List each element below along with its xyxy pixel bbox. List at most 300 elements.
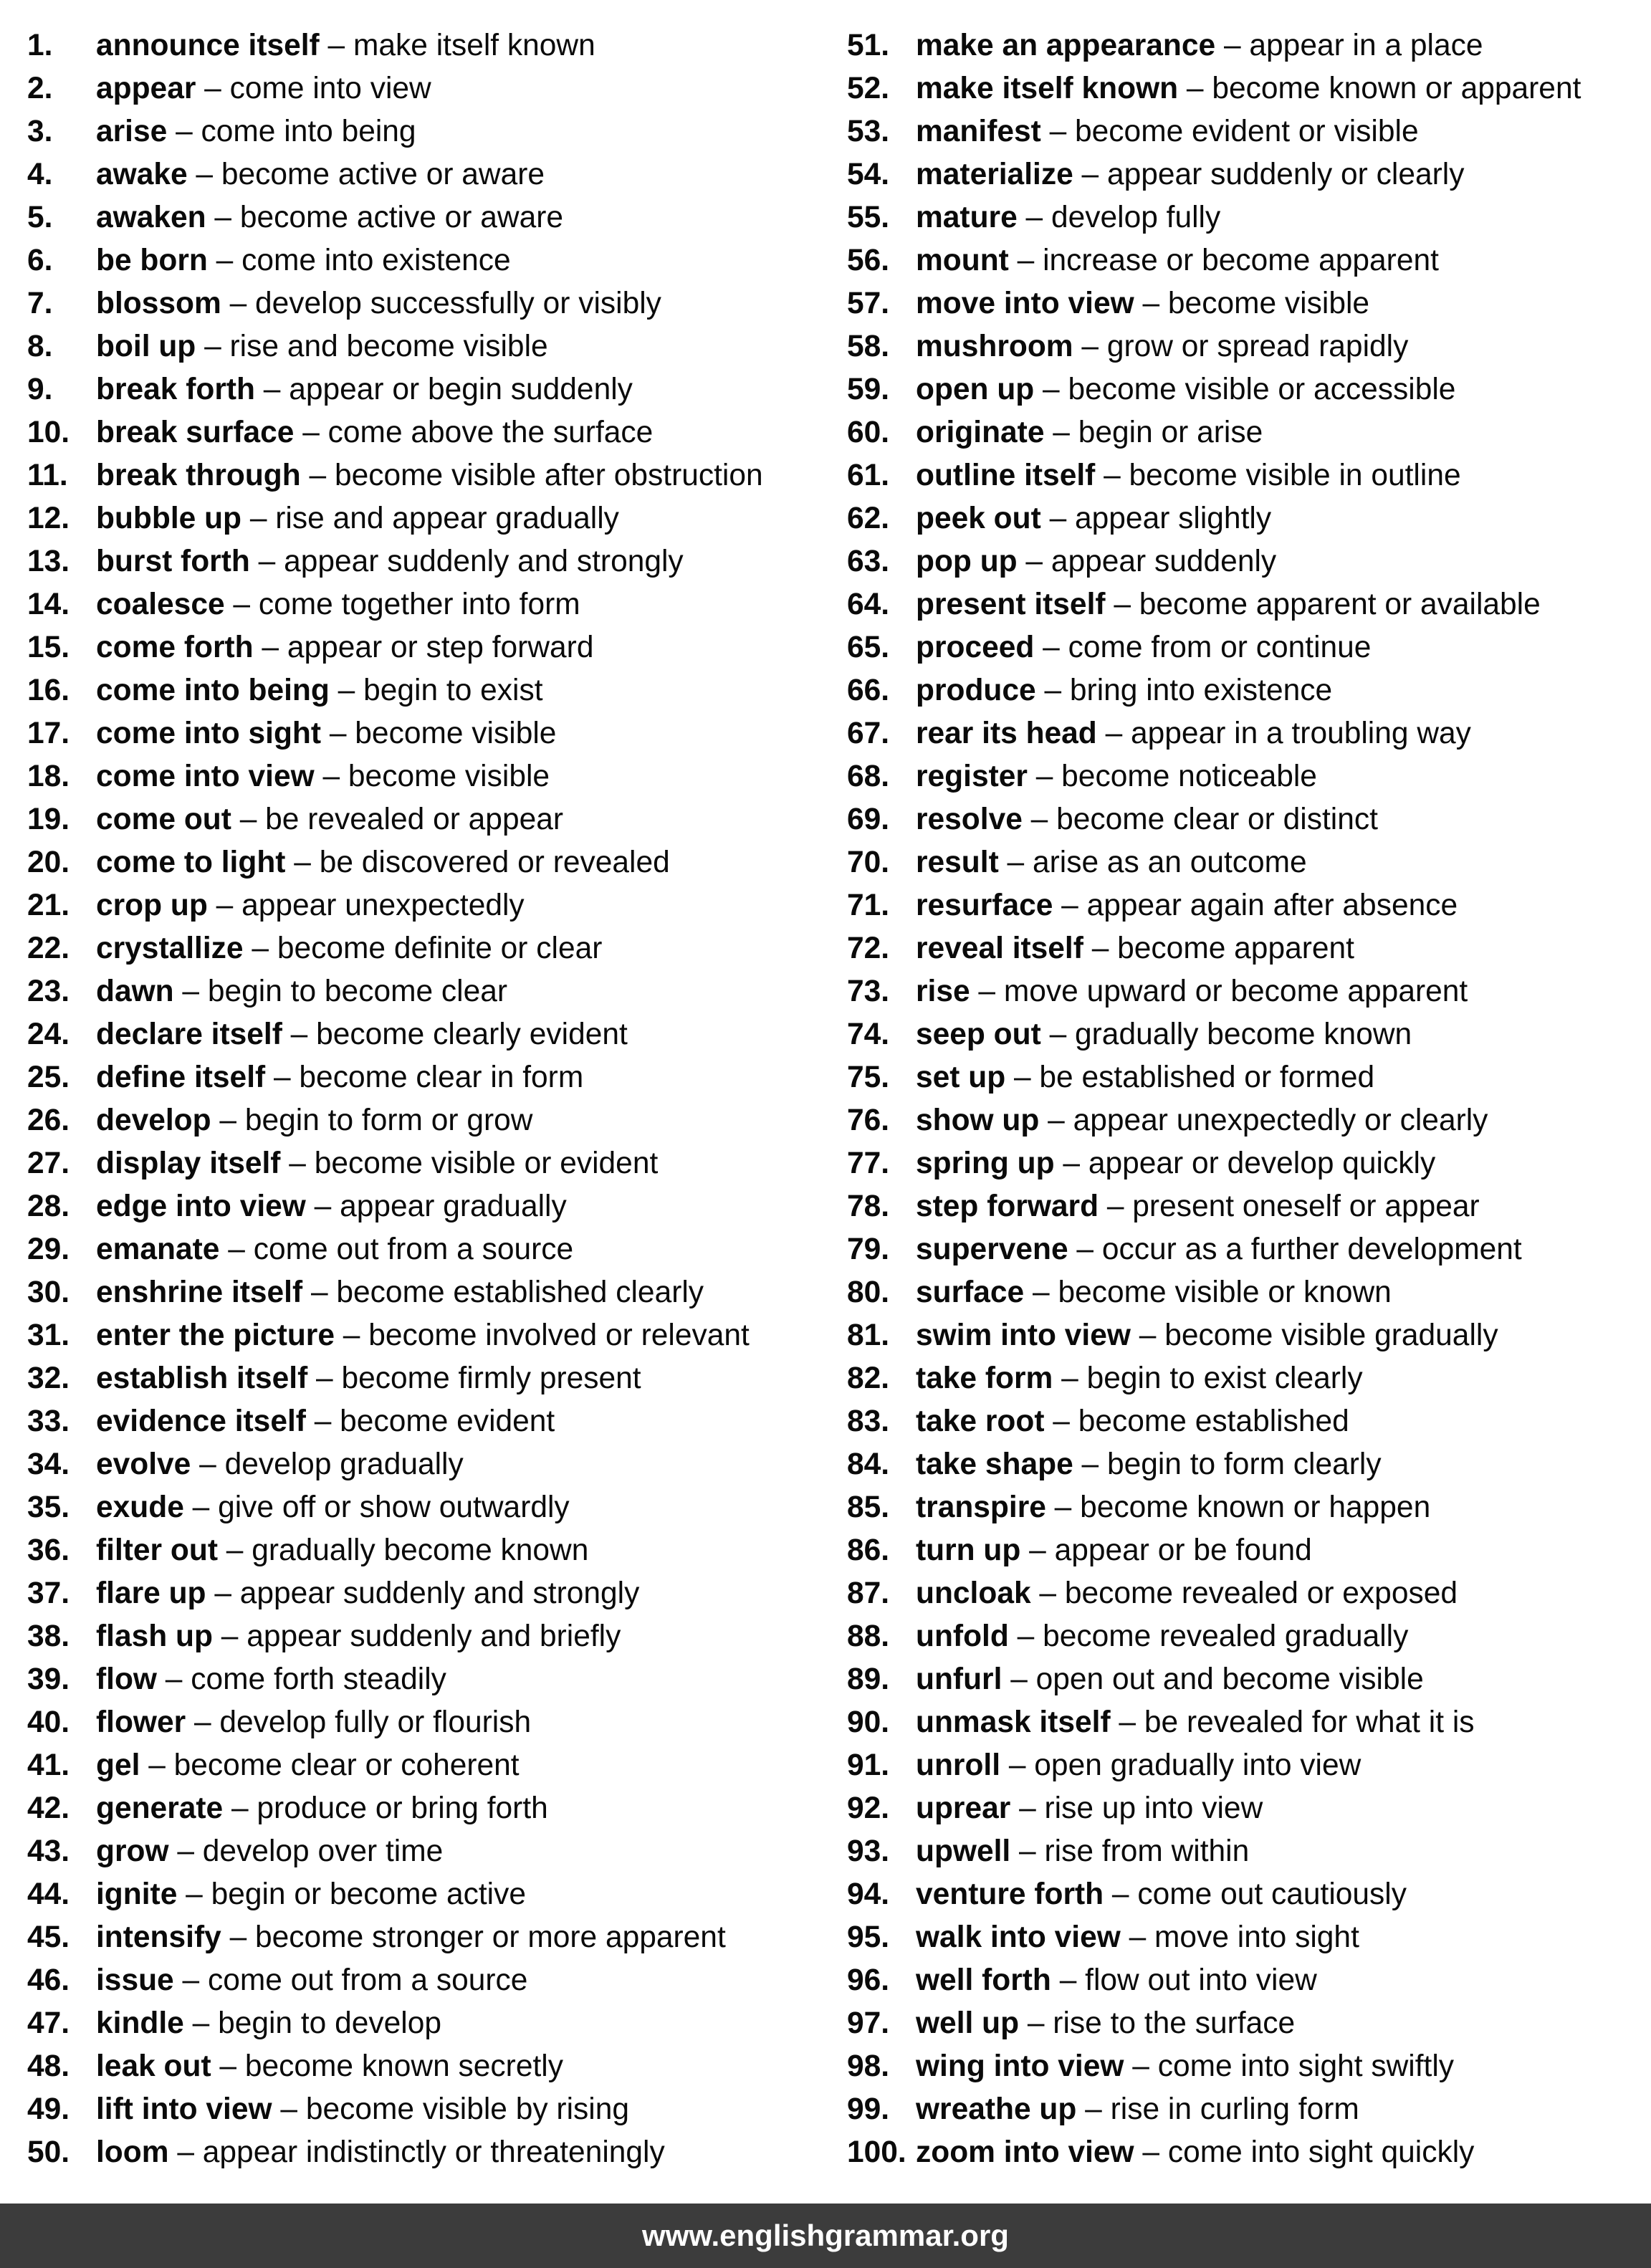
item-term: coalesce (96, 588, 225, 621)
item-number: 86. (847, 1533, 890, 1567)
item-definition: – become known or happen (1045, 1491, 1431, 1524)
item-definition: – begin to become clear (173, 975, 508, 1008)
list-item (847, 368, 1455, 411)
item-term: exude (96, 1491, 184, 1524)
item-number: 52. (847, 72, 890, 105)
item-number: 42. (27, 1791, 70, 1825)
list-item (27, 1959, 527, 2002)
item-term: establish itself (96, 1362, 308, 1395)
list-item (847, 239, 1439, 282)
list-item (847, 583, 1541, 626)
item-number: 16. (27, 674, 70, 707)
item-term: awaken (96, 201, 206, 234)
item-term: develop (96, 1104, 211, 1137)
item-number: 51. (847, 29, 890, 62)
list-item (27, 669, 543, 712)
item-definition: – become stronger or more apparent (221, 1920, 726, 1954)
item-definition: – be established or formed (1005, 1061, 1375, 1094)
item-definition: – move into sight (1120, 1920, 1359, 1954)
item-number: 6. (27, 244, 53, 277)
item-definition: – rise from within (1010, 1834, 1250, 1868)
item-number: 79. (847, 1233, 890, 1266)
item-term: enshrine itself (96, 1276, 303, 1309)
item-definition: – rise and become visible (196, 330, 548, 363)
item-term: register (916, 760, 1028, 793)
item-term: transpire (916, 1491, 1046, 1524)
item-definition: – become visible (314, 760, 550, 793)
item-number: 85. (847, 1491, 890, 1524)
item-term: set up (916, 1061, 1006, 1094)
item-number: 23. (27, 975, 70, 1008)
item-term: generate (96, 1791, 224, 1825)
item-number: 12. (27, 502, 70, 535)
item-number: 15. (27, 631, 70, 664)
item-term: leak out (96, 2049, 211, 2083)
item-definition: – appear suddenly or clearly (1073, 158, 1465, 191)
item-number: 68. (847, 760, 890, 793)
item-definition: – become clear or coherent (140, 1748, 520, 1782)
item-number: 92. (847, 1791, 890, 1825)
list-item (847, 798, 1378, 841)
item-term: rise (916, 975, 970, 1008)
item-number: 60. (847, 416, 890, 449)
item-definition: – gradually become known (1040, 1018, 1412, 1051)
item-definition: – become noticeable (1027, 760, 1317, 793)
list-item (847, 1701, 1475, 1744)
list-item (27, 2088, 629, 2131)
list-item (27, 626, 593, 669)
list-item (847, 1013, 1412, 1056)
item-definition: – begin or arise (1044, 416, 1263, 449)
list-item (847, 325, 1408, 368)
item-definition: – begin to develop (183, 2006, 441, 2040)
item-number: 96. (847, 1963, 890, 1997)
item-number: 93. (847, 1834, 890, 1868)
item-definition: – become active or aware (206, 201, 564, 234)
list-item (847, 1056, 1374, 1099)
item-term: be born (96, 244, 208, 277)
item-definition: – rise to the surface (1019, 2006, 1296, 2040)
item-number: 21. (27, 889, 70, 922)
item-definition: – become visible in outline (1095, 459, 1461, 492)
item-term: enter the picture (96, 1319, 335, 1352)
item-definition: – make itself known (319, 29, 595, 62)
item-definition: – become visible by rising (272, 2092, 629, 2126)
item-number: 65. (847, 631, 890, 664)
item-number: 32. (27, 1362, 70, 1395)
list-item (27, 540, 684, 583)
item-definition: – become apparent or available (1105, 588, 1541, 621)
list-item (847, 1099, 1488, 1142)
item-term: proceed (916, 631, 1035, 664)
list-item (847, 1142, 1435, 1185)
item-number: 13. (27, 545, 70, 578)
list-item (847, 1486, 1430, 1529)
item-definition: – appear unexpectedly (207, 889, 525, 922)
list-item (27, 497, 619, 540)
item-term: wing into view (916, 2049, 1124, 2083)
item-term: flash up (96, 1619, 213, 1653)
item-definition: – occur as a further development (1068, 1233, 1522, 1266)
item-definition: – come forth steadily (156, 1662, 446, 1696)
item-term: walk into view (916, 1920, 1121, 1954)
item-number: 30. (27, 1276, 70, 1309)
item-term: define itself (96, 1061, 266, 1094)
item-number: 95. (847, 1920, 890, 1954)
list-item (27, 1056, 583, 1099)
item-term: crop up (96, 889, 208, 922)
item-definition: – become visible (321, 717, 557, 750)
list-item (847, 927, 1354, 970)
item-number: 8. (27, 330, 53, 363)
footer-url[interactable]: www.englishgrammar.org (642, 2219, 1009, 2252)
item-definition: – appear again after absence (1053, 889, 1458, 922)
list-item (27, 1744, 520, 1787)
list-item (847, 540, 1276, 583)
item-number: 50. (27, 2135, 70, 2169)
item-number: 74. (847, 1018, 890, 1051)
list-item (27, 1615, 621, 1658)
item-number: 28. (27, 1190, 70, 1223)
item-term: present itself (916, 588, 1106, 621)
item-term: kindle (96, 2006, 184, 2040)
item-number: 45. (27, 1920, 70, 1954)
item-number: 87. (847, 1576, 890, 1610)
item-number: 70. (847, 846, 890, 879)
list-item (847, 1744, 1361, 1787)
item-definition: – become revealed gradually (1008, 1619, 1409, 1653)
item-term: edge into view (96, 1190, 306, 1223)
item-definition: – become revealed or exposed (1030, 1576, 1458, 1610)
item-number: 44. (27, 1877, 70, 1911)
item-term: resolve (916, 803, 1023, 836)
item-definition: – rise in curling form (1076, 2092, 1359, 2126)
item-number: 71. (847, 889, 890, 922)
item-definition: – appear slightly (1040, 502, 1272, 535)
item-term: rear its head (916, 717, 1097, 750)
item-number: 90. (847, 1705, 890, 1739)
list-item (27, 454, 763, 497)
item-term: spring up (916, 1147, 1055, 1180)
item-number: 3. (27, 115, 53, 148)
list-item (847, 1873, 1407, 1916)
item-number: 26. (27, 1104, 70, 1137)
list-item (27, 1873, 526, 1916)
item-number: 5. (27, 201, 53, 234)
item-definition: – open out and become visible (1002, 1662, 1424, 1696)
item-number: 22. (27, 932, 70, 965)
item-term: outline itself (916, 459, 1096, 492)
list-item (27, 927, 602, 970)
item-number: 29. (27, 1233, 70, 1266)
item-definition: – begin to exist clearly (1053, 1362, 1363, 1395)
item-term: awake (96, 158, 188, 191)
item-definition: – become involved or relevant (335, 1319, 750, 1352)
list-item (27, 411, 653, 454)
item-term: flow (96, 1662, 157, 1696)
item-definition: – become evident (305, 1405, 555, 1438)
item-term: flower (96, 1705, 186, 1739)
item-number: 98. (847, 2049, 890, 2083)
item-definition: – appear in a troubling way (1096, 717, 1471, 750)
list-item (847, 2088, 1359, 2131)
item-term: unfurl (916, 1662, 1002, 1696)
item-definition: – move upward or become apparent (970, 975, 1468, 1008)
item-number: 58. (847, 330, 890, 363)
item-term: declare itself (96, 1018, 282, 1051)
item-definition: – become visible after obstruction (300, 459, 763, 492)
list-item (27, 1314, 750, 1357)
item-definition: – become clearly evident (282, 1018, 628, 1051)
item-number: 33. (27, 1405, 70, 1438)
item-term: issue (96, 1963, 174, 1997)
item-term: break forth (96, 373, 255, 406)
item-definition: – develop fully (1017, 201, 1221, 234)
item-number: 97. (847, 2006, 890, 2040)
list-item (847, 282, 1369, 325)
footer-bar (0, 2204, 1651, 2268)
item-term: mount (916, 244, 1009, 277)
item-number: 55. (847, 201, 890, 234)
item-definition: – appear indistinctly or threateningly (168, 2135, 665, 2169)
item-term: mushroom (916, 330, 1073, 363)
list-item (27, 282, 661, 325)
item-definition: – appear in a place (1215, 29, 1483, 62)
item-number: 40. (27, 1705, 70, 1739)
item-term: step forward (916, 1190, 1099, 1223)
list-item (847, 1830, 1249, 1873)
list-item (27, 196, 563, 239)
list-item (27, 1228, 573, 1271)
list-item (27, 153, 545, 196)
list-item (27, 24, 595, 67)
item-number: 57. (847, 287, 890, 320)
list-item (847, 153, 1464, 196)
item-number: 18. (27, 760, 70, 793)
list-item (27, 583, 580, 626)
list-item (27, 1099, 532, 1142)
item-number: 63. (847, 545, 890, 578)
list-item (27, 2002, 441, 2045)
item-definition: – begin or become active (177, 1877, 527, 1911)
item-definition: – come into being (167, 115, 416, 148)
item-number: 91. (847, 1748, 890, 1782)
item-number: 14. (27, 588, 70, 621)
list-item (847, 1615, 1408, 1658)
item-number: 82. (847, 1362, 890, 1395)
item-term: flare up (96, 1576, 206, 1610)
item-term: unroll (916, 1748, 1001, 1782)
item-number: 36. (27, 1533, 70, 1567)
item-term: open up (916, 373, 1035, 406)
list-item (847, 1572, 1458, 1615)
list-item (847, 1314, 1498, 1357)
list-item (847, 626, 1371, 669)
item-term: resurface (916, 889, 1053, 922)
item-definition: – come into existence (207, 244, 511, 277)
list-item (847, 2045, 1454, 2088)
list-item (847, 196, 1220, 239)
list-item (847, 1443, 1382, 1486)
item-term: come forth (96, 631, 254, 664)
item-term: show up (916, 1104, 1040, 1137)
list-item (27, 1142, 658, 1185)
item-definition: – appear or develop quickly (1054, 1147, 1436, 1180)
list-item (27, 1400, 555, 1443)
item-number: 20. (27, 846, 70, 879)
item-definition: – be revealed for what it is (1110, 1705, 1475, 1739)
list-item (847, 2131, 1474, 2174)
list-item (847, 884, 1458, 927)
item-number: 11. (27, 459, 68, 492)
item-definition: – begin to form clearly (1073, 1448, 1382, 1481)
item-term: emanate (96, 1233, 220, 1266)
list-item (847, 669, 1332, 712)
item-number: 49. (27, 2092, 70, 2126)
list-item (27, 2045, 563, 2088)
list-item (847, 24, 1483, 67)
list-item (847, 110, 1419, 153)
item-number: 73. (847, 975, 890, 1008)
item-term: break through (96, 459, 301, 492)
item-number: 24. (27, 1018, 70, 1051)
item-definition: – grow or spread rapidly (1073, 330, 1409, 363)
item-definition: – become established (1044, 1405, 1349, 1438)
item-definition: – rise up into view (1010, 1791, 1263, 1825)
list-item (27, 755, 550, 798)
list-item (847, 497, 1271, 540)
item-definition: – appear or begin suddenly (254, 373, 633, 406)
item-term: originate (916, 416, 1045, 449)
list-item (27, 1013, 628, 1056)
item-term: boil up (96, 330, 196, 363)
list-item (847, 755, 1317, 798)
list-item (27, 712, 556, 755)
item-number: 54. (847, 158, 890, 191)
item-term: well up (916, 2006, 1020, 2040)
item-term: upwell (916, 1834, 1011, 1868)
item-definition: – come out from a source (219, 1233, 574, 1266)
item-number: 64. (847, 588, 890, 621)
list-item (27, 1443, 464, 1486)
item-definition: – appear or be found (1020, 1533, 1312, 1567)
item-term: loom (96, 2135, 169, 2169)
list-item (847, 1959, 1317, 2002)
list-item (847, 1185, 1480, 1228)
item-number: 1. (27, 29, 53, 62)
item-term: seep out (916, 1018, 1041, 1051)
item-number: 27. (27, 1147, 70, 1180)
item-number: 48. (27, 2049, 70, 2083)
item-number: 43. (27, 1834, 70, 1868)
item-definition: – rise and appear gradually (241, 502, 619, 535)
item-definition: – come above the surface (294, 416, 654, 449)
item-definition: – appear suddenly and strongly (249, 545, 684, 578)
list-item (27, 884, 525, 927)
list-item (847, 1529, 1312, 1572)
item-term: zoom into view (916, 2135, 1134, 2169)
item-definition: – come into sight swiftly (1124, 2049, 1455, 2083)
list-item (27, 1916, 726, 1959)
item-number: 88. (847, 1619, 890, 1653)
item-term: blossom (96, 287, 221, 320)
list-item (847, 411, 1263, 454)
item-number: 62. (847, 502, 890, 535)
item-term: unmask itself (916, 1705, 1111, 1739)
list-item (847, 1357, 1363, 1400)
item-definition: – come out from a source (173, 1963, 528, 1997)
item-number: 17. (27, 717, 70, 750)
item-term: result (916, 846, 999, 879)
item-definition: – become apparent (1083, 932, 1354, 965)
list-item (27, 1572, 639, 1615)
item-definition: – become visible or accessible (1034, 373, 1456, 406)
list-item (847, 841, 1307, 884)
item-number: 89. (847, 1662, 890, 1696)
item-definition: – increase or become apparent (1008, 244, 1439, 277)
item-term: produce (916, 674, 1036, 707)
item-definition: – become visible gradually (1130, 1319, 1498, 1352)
item-term: display itself (96, 1147, 281, 1180)
item-definition: – become known secretly (211, 2049, 563, 2083)
item-term: crystallize (96, 932, 244, 965)
item-number: 31. (27, 1319, 70, 1352)
item-number: 4. (27, 158, 53, 191)
list-item (27, 1486, 570, 1529)
item-term: evidence itself (96, 1405, 306, 1438)
item-definition: – come from or continue (1034, 631, 1372, 664)
item-definition: – develop gradually (191, 1448, 464, 1481)
item-definition: – become firmly present (307, 1362, 641, 1395)
item-definition: – appear suddenly (1017, 545, 1277, 578)
list-item (847, 1228, 1522, 1271)
item-number: 38. (27, 1619, 70, 1653)
item-term: come out (96, 803, 231, 836)
item-term: take form (916, 1362, 1053, 1395)
item-term: peek out (916, 502, 1041, 535)
item-number: 69. (847, 803, 890, 836)
item-term: venture forth (916, 1877, 1104, 1911)
item-term: appear (96, 72, 196, 105)
item-term: gel (96, 1748, 140, 1782)
list-item (27, 798, 563, 841)
item-definition: – come out cautiously (1104, 1877, 1407, 1911)
item-number: 59. (847, 373, 890, 406)
item-definition: – become visible or known (1024, 1276, 1392, 1309)
item-number: 66. (847, 674, 890, 707)
list-item (27, 970, 507, 1013)
item-number: 56. (847, 244, 890, 277)
list-item (27, 1658, 446, 1701)
list-item (27, 2131, 665, 2174)
item-number: 61. (847, 459, 890, 492)
item-number: 67. (847, 717, 890, 750)
item-number: 76. (847, 1104, 890, 1137)
list-item (27, 841, 670, 884)
item-number: 75. (847, 1061, 890, 1094)
item-definition: – become established clearly (302, 1276, 704, 1309)
item-definition: – appear unexpectedly or clearly (1039, 1104, 1488, 1137)
item-number: 78. (847, 1190, 890, 1223)
list-item (847, 712, 1471, 755)
item-number: 83. (847, 1405, 890, 1438)
item-term: announce itself (96, 29, 320, 62)
item-number: 19. (27, 803, 70, 836)
item-definition: – gradually become known (217, 1533, 589, 1567)
list-item (847, 454, 1461, 497)
list-item (27, 1701, 531, 1744)
item-definition: – appear suddenly and briefly (212, 1619, 621, 1653)
